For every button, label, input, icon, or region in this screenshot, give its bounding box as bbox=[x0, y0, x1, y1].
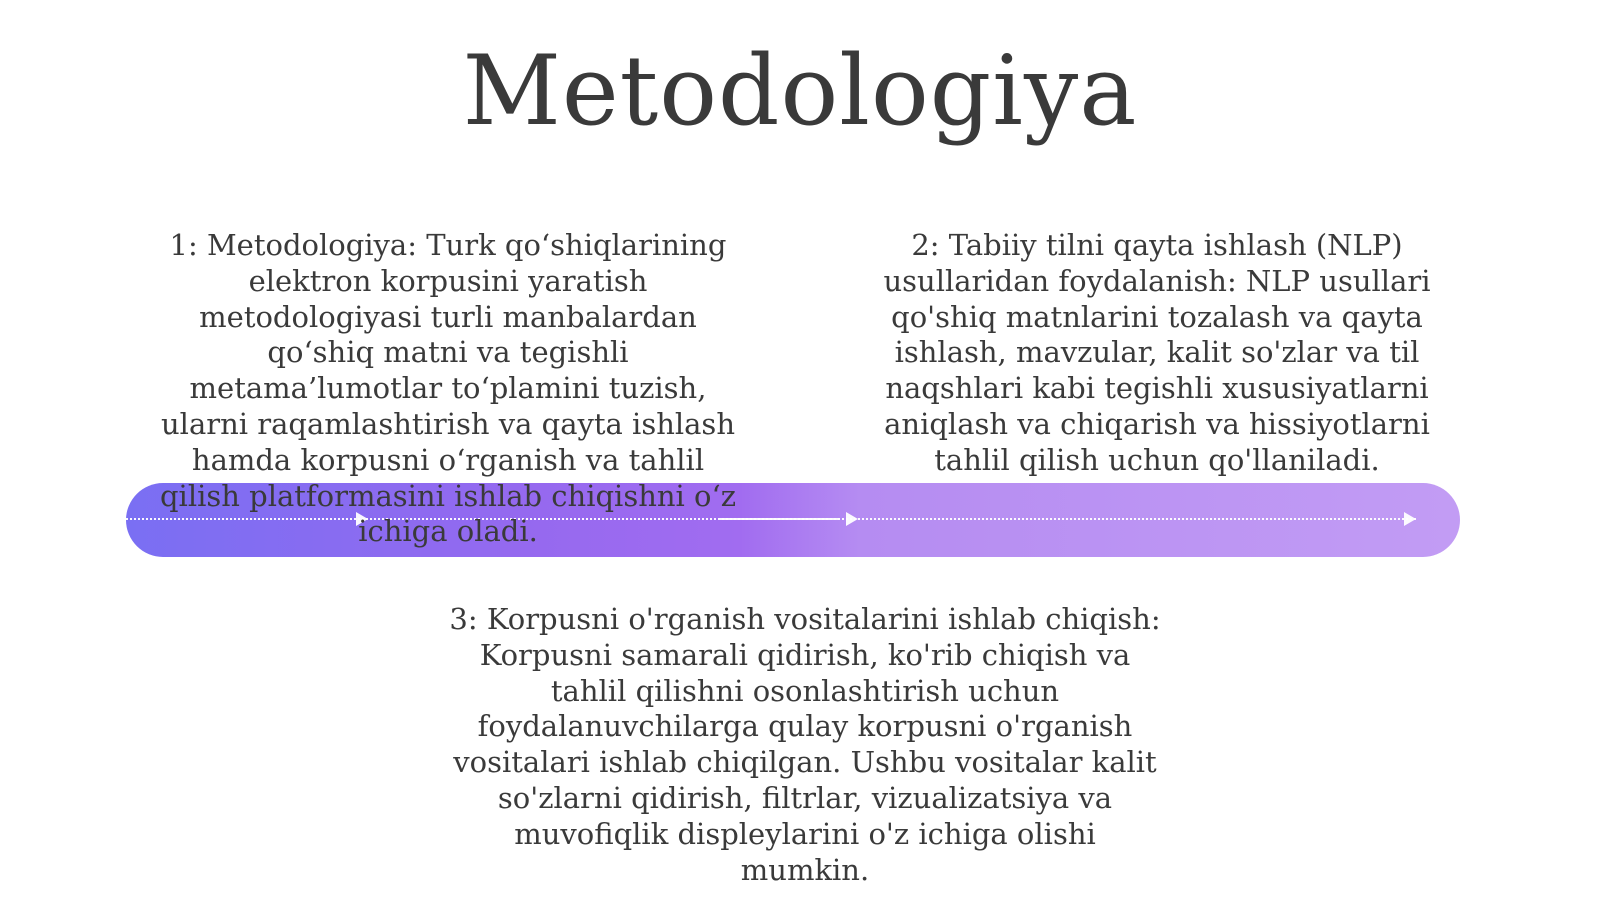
arrow-right-icon bbox=[846, 512, 858, 526]
step-3-text: 3: Korpusni o'rganish vositalarini ishlab chiqish: Korpusni samarali qidirish, ko'rib chiqish va tahlil qilishni osonlashtirish uchun foydalanuvchilarga qulay korpusni o'rganish vositalari ishlab chiqilgan. Ushbu vositalar kalit so'zlarni qidirish, filtrlar, vizualizatsiya va muvofiqlik displeylarini o'z ichiga olishi mumkin. bbox=[449, 602, 1161, 887]
step-1-text: 1: Metodologiya: Turk qo‘shiqlarining elektron korpusini yaratish metodologiyasi turli manbalardan qo‘shiq matni va tegishli metama’lumotlar to‘plamini tuzish, ularni raqamlashtirish va qayta ishlash hamda korpusni o‘rganish va tahlil qilish platformasini ishlab chiqishni o‘z ichiga oladi. bbox=[159, 228, 737, 549]
step-2-text: 2: Tabiiy tilni qayta ishlash (NLP) usullaridan foydalanish: NLP usullari qo'shiq matnlarini tozalash va qayta ishlash, mavzular, kalit so'zlar va til naqshlari kabi tegishli xususiyatlarni aniqlash va chiqarish va hissiyotlarni tahlil qilish uchun qo'llaniladi. bbox=[883, 228, 1431, 477]
timeline-solid-segment bbox=[720, 518, 840, 520]
slide-title: Metodologiya bbox=[462, 35, 1138, 147]
arrow-right-icon bbox=[1404, 512, 1416, 526]
